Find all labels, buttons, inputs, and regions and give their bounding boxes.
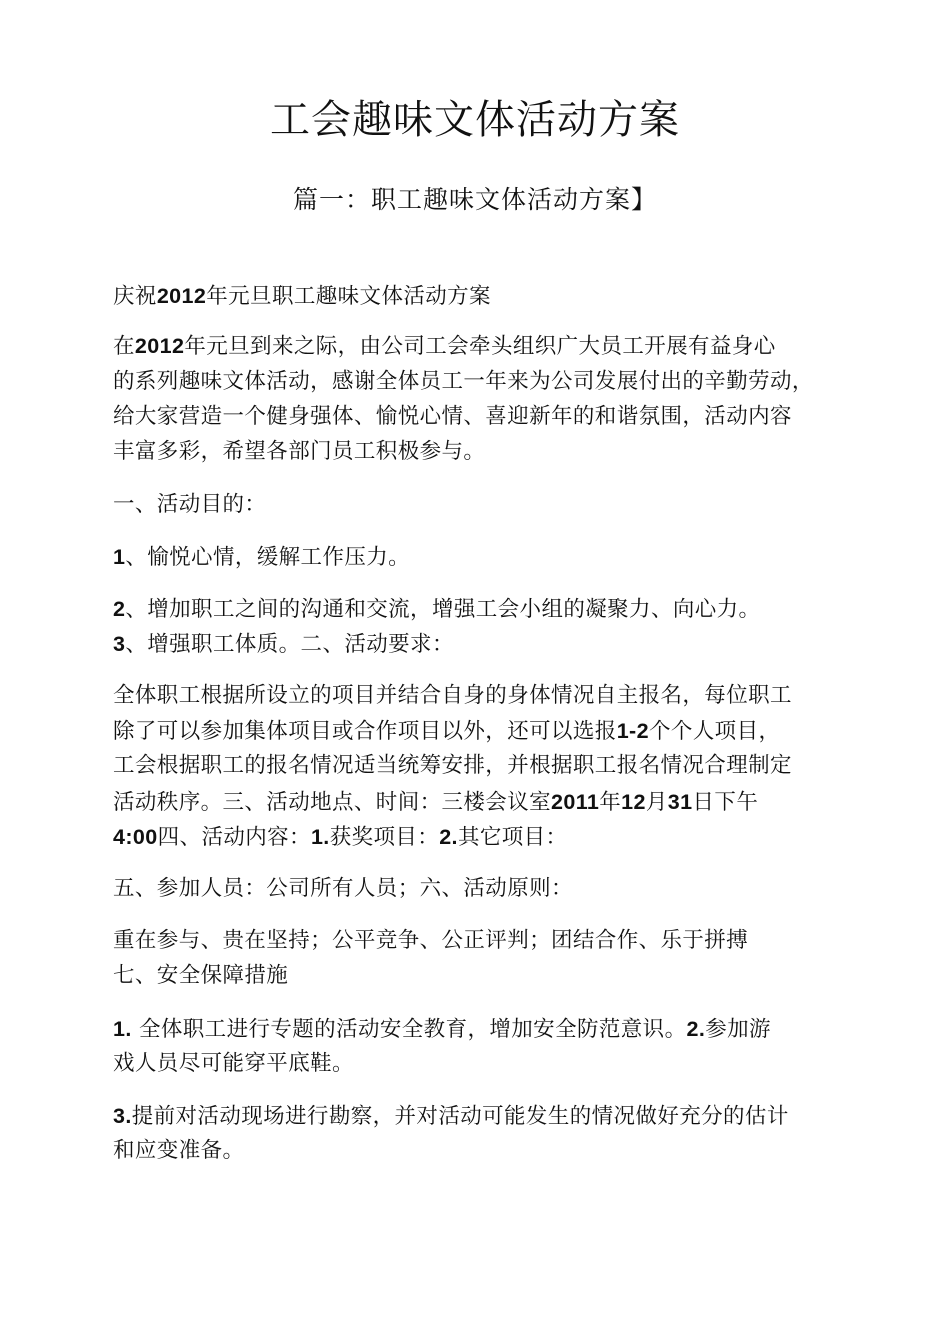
numeral-text: 31 <box>667 790 693 814</box>
numeral-text: 2011 <box>551 790 600 814</box>
document-title: 工会趣味文体活动方案 <box>270 97 680 143</box>
numeral-text: 3. <box>113 1104 132 1128</box>
numeral-text: 2012 <box>156 284 207 308</box>
text-line: 在2012年元旦到来之际，由公司工会牵头组织广大员工开展有益身心 <box>113 334 776 359</box>
text-line: 庆祝2012年元旦职工趣味文体活动方案 <box>113 284 491 309</box>
numeral-text: 1 <box>113 545 126 569</box>
text-line: 全体职工根据所设立的项目并结合自身的身体情况自主报名，每位职工 <box>113 683 792 708</box>
numeral-text: 1-2 <box>616 719 649 743</box>
text-line: 3.提前对活动现场进行勘察，并对活动可能发生的情况做好充分的估计 <box>113 1104 789 1129</box>
text-line: 戏人员尽可能穿平底鞋。 <box>113 1051 354 1076</box>
text-line: 一、活动目的： <box>113 492 267 517</box>
numeral-text: 2 <box>113 597 126 621</box>
text-line: 3、增强职工体质。二、活动要求： <box>113 632 454 657</box>
text-line: 2、增加职工之间的沟通和交流，增强工会小组的凝聚力、向心力。 <box>113 597 761 622</box>
text-line: 的系列趣味文体活动，感谢全体员工一年来为公司发展付出的辛勤劳动， <box>113 369 814 394</box>
numeral-text: 12 <box>621 790 646 814</box>
text-line: 和应变准备。 <box>113 1138 245 1163</box>
text-line: 五、参加人员：公司所有人员；六、活动原则： <box>113 876 573 901</box>
numeral-text: 2. <box>439 825 458 849</box>
text-line: 丰富多彩，希望各部门员工积极参与。 <box>113 439 486 464</box>
text-line: 1、愉悦心情，缓解工作压力。 <box>113 545 411 570</box>
text-line: 活动秩序。三、活动地点、时间：三楼会议室2011年12月31日下午 <box>113 790 759 815</box>
text-line: 除了可以参加集体项目或合作项目以外，还可以选报1-2个个人项目， <box>113 719 781 744</box>
text-line: 1. 全体职工进行专题的活动安全教育，增加安全防范意识。2.参加游 <box>113 1017 771 1042</box>
numeral-text: 2012 <box>134 334 185 358</box>
document-subtitle: 篇一：职工趣味文体活动方案】 <box>292 185 657 214</box>
text-line: 七、安全保障措施 <box>113 963 289 988</box>
numeral-text: 1. <box>310 825 330 849</box>
text-line: 工会根据职工的报名情况适当统筹安排，并根据职工报名情况合理制定 <box>113 753 792 778</box>
numeral-text: 2. <box>686 1017 706 1041</box>
numeral-text: 4:00 <box>113 825 158 849</box>
text-line: 重在参与、贵在坚持；公平竞争、公正评判；团结合作、乐于拼搏 <box>113 928 749 953</box>
text-line: 4:00四、活动内容：1.获奖项目：2.其它项目： <box>113 825 568 850</box>
numeral-text: 3 <box>113 632 126 656</box>
numeral-text: 1. <box>113 1017 132 1041</box>
text-line: 给大家营造一个健身强体、愉悦心情、喜迎新年的和谐氛围，活动内容 <box>113 404 792 429</box>
